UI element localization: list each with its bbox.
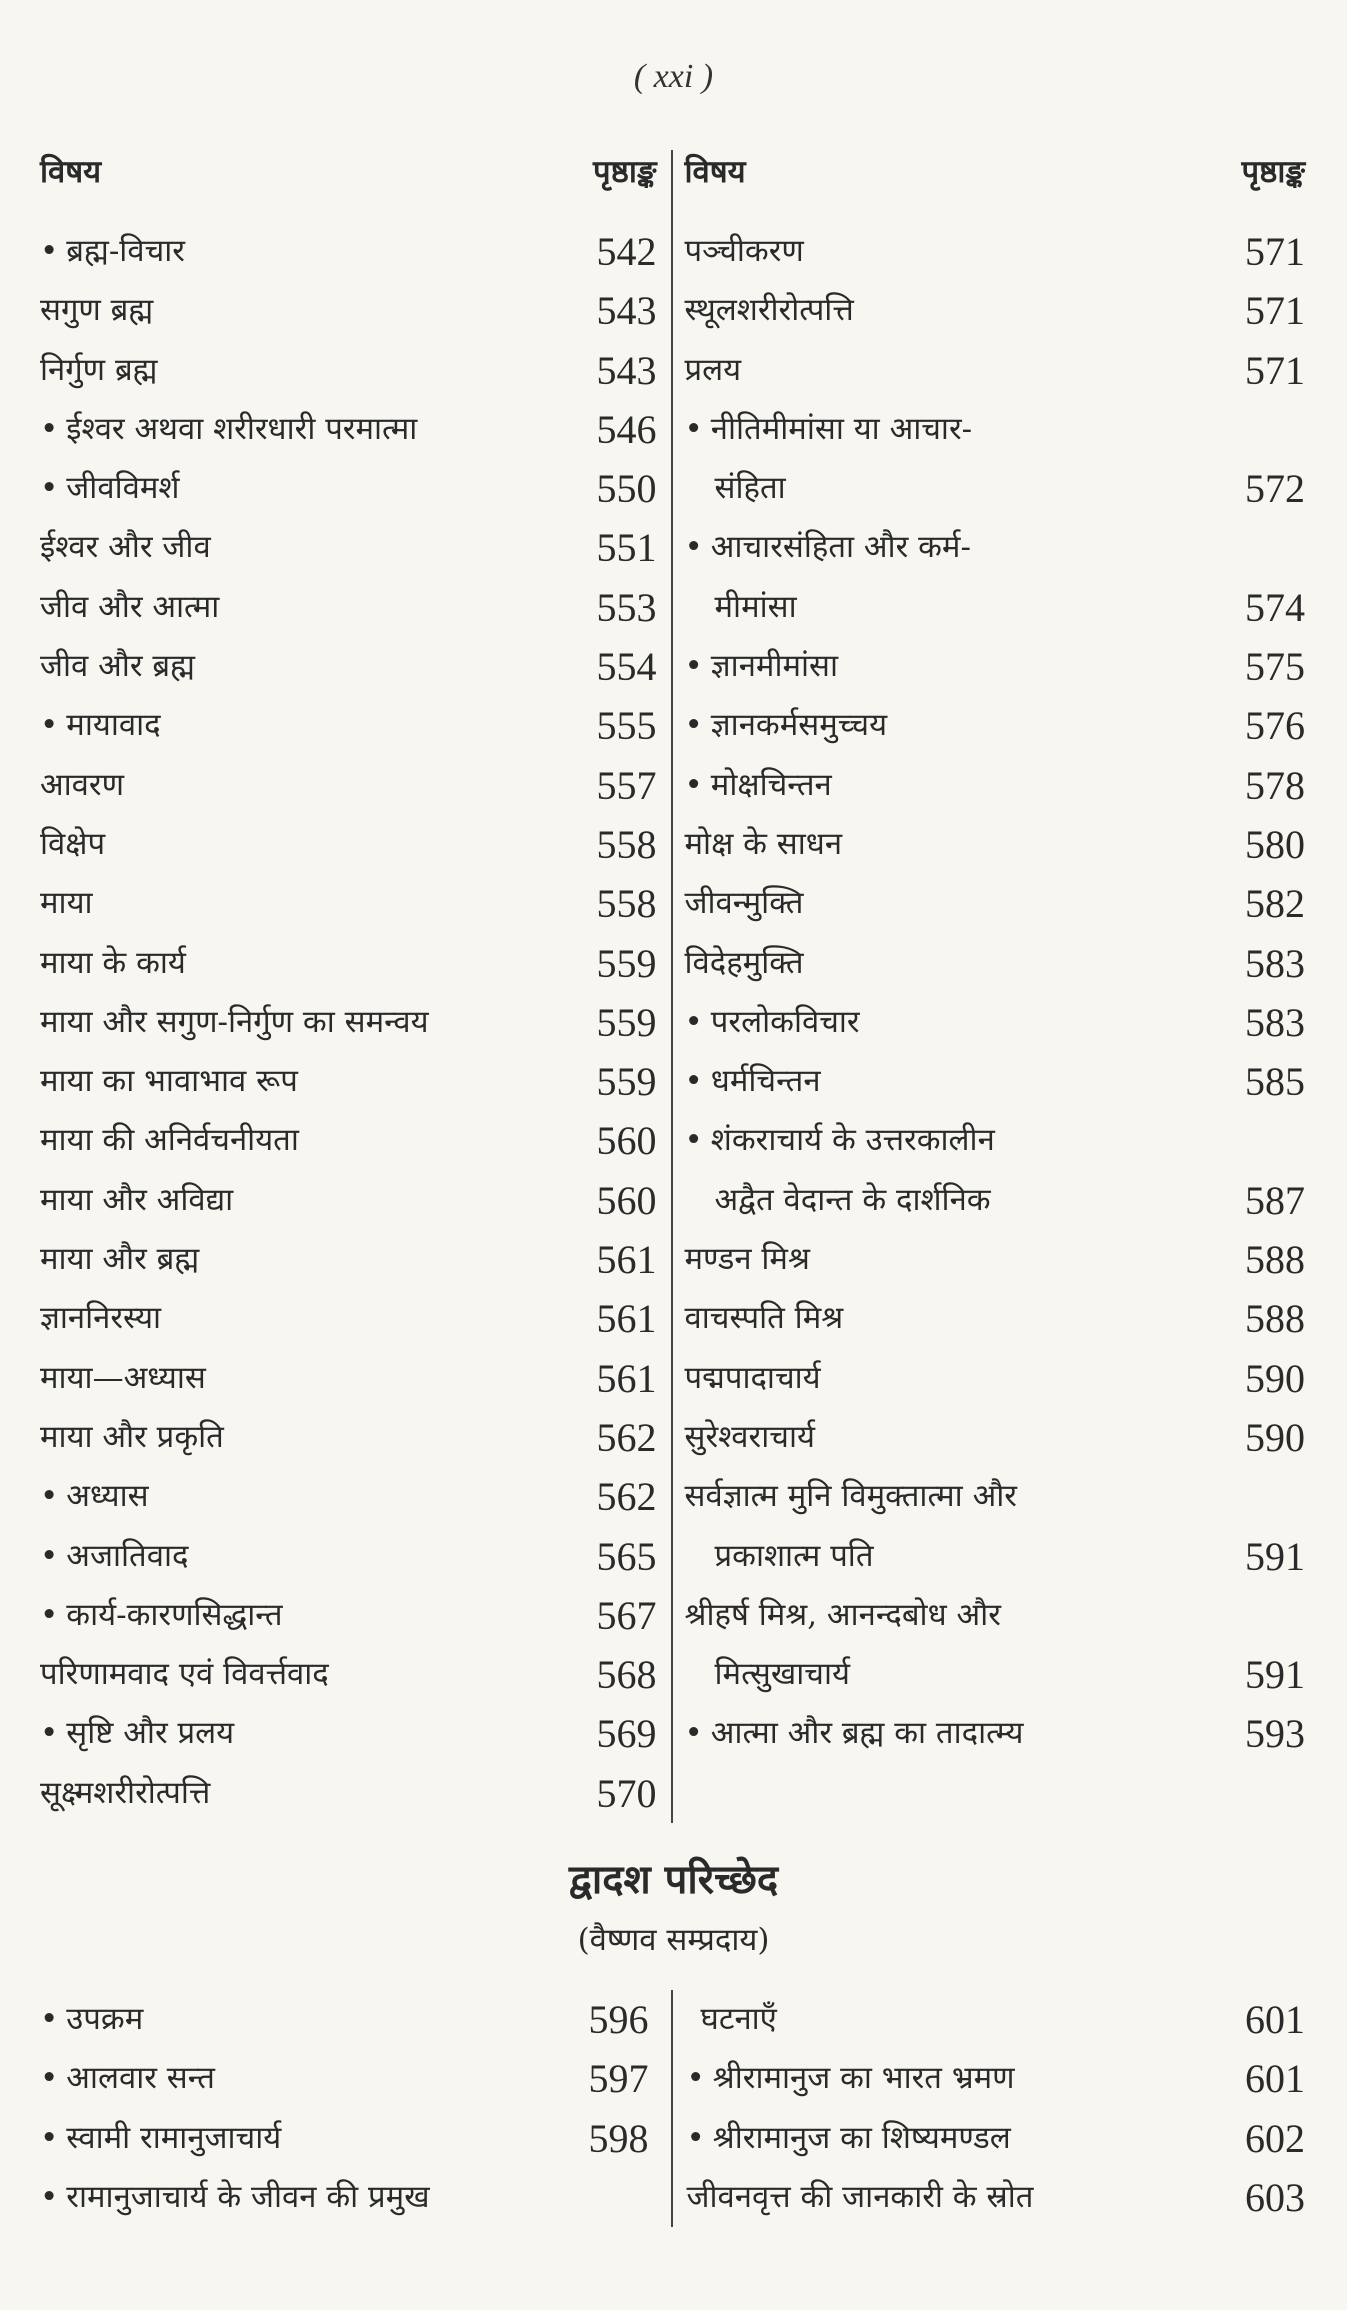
bullet-icon: • bbox=[40, 1715, 59, 1752]
entry-page-number: 565 bbox=[596, 1533, 657, 1579]
entry-title: सुरेश्वराचार्य bbox=[684, 1418, 815, 1455]
entry-page-number: 598 bbox=[588, 2115, 649, 2161]
entry-title: परलोकविचार bbox=[710, 1003, 860, 1040]
entry-page-number: 546 bbox=[596, 406, 657, 452]
entry-page-number: 601 bbox=[1245, 2056, 1305, 2102]
toc-entry bbox=[40, 1645, 657, 1704]
toc-entry bbox=[685, 1467, 1306, 1586]
entry-title: विक्षेप bbox=[40, 825, 106, 862]
toc-entry bbox=[40, 1408, 657, 1467]
bullet-icon: • bbox=[684, 1122, 703, 1159]
entry-title-continued: मीमांसा bbox=[714, 588, 797, 625]
toc-left-column bbox=[40, 150, 673, 1823]
entry-page-number: 587 bbox=[1245, 1177, 1305, 1223]
entry-page-number: 576 bbox=[1245, 703, 1305, 749]
bullet-icon: • bbox=[40, 2060, 59, 2097]
entry-title: वाचस्पति मिश्र bbox=[684, 1300, 844, 1337]
entry-title: श्रीरामानुज का भारत भ्रमण bbox=[712, 2060, 1015, 2097]
entry-title: सूक्ष्मशरीरोत्पत्ति bbox=[40, 1774, 211, 1811]
entry-title: जीव और ब्रह्म bbox=[40, 648, 195, 685]
chapter-subtitle: (वैष्णव सम्प्रदाय) bbox=[577, 1922, 770, 1958]
entry-page-number: 559 bbox=[596, 999, 657, 1045]
toc-entry bbox=[685, 993, 1306, 1052]
entry-title: ईश्वर अथवा शरीरधारी परमात्मा bbox=[66, 410, 418, 447]
entry-page-number: 593 bbox=[1245, 1711, 1305, 1757]
entry-title: आलवार सन्त bbox=[66, 2060, 215, 2097]
entry-title: अजातिवाद bbox=[66, 1537, 189, 1574]
entry-page-number: 571 bbox=[1245, 229, 1305, 274]
entry-title: विदेहमुक्ति bbox=[684, 944, 804, 981]
entry-title: आत्मा और ब्रह्म का तादात्म्य bbox=[710, 1715, 1024, 1752]
entry-title: जीवविमर्श bbox=[66, 470, 180, 507]
bullet-icon: • bbox=[686, 2119, 705, 2156]
entry-title: ब्रह्म-विचार bbox=[66, 233, 185, 269]
toc-entry bbox=[685, 222, 1306, 281]
toc-entry bbox=[685, 696, 1306, 755]
entry-page-number: 550 bbox=[596, 466, 657, 512]
toc-entry bbox=[40, 400, 657, 459]
entry-page-number: 572 bbox=[1245, 466, 1305, 512]
toc-entry bbox=[687, 1990, 1306, 2049]
toc-entry bbox=[40, 2049, 649, 2108]
entry-page-number: 597 bbox=[588, 2056, 649, 2102]
bullet-icon: • bbox=[684, 1003, 703, 1040]
entry-page-number: 583 bbox=[1245, 999, 1305, 1045]
column-header bbox=[685, 150, 1306, 222]
entry-page-number: 596 bbox=[588, 1997, 649, 2042]
entry-title: स्थूलशरीरोत्पत्ति bbox=[684, 292, 854, 329]
entry-title: सृष्टि और प्रलय bbox=[66, 1715, 235, 1752]
toc-entry bbox=[40, 1527, 657, 1586]
entry-page-number: 561 bbox=[596, 1237, 657, 1283]
entry-page-number: 560 bbox=[596, 1118, 657, 1164]
entry-title-continued: अद्वैत वेदान्त के दार्शनिक bbox=[714, 1181, 991, 1218]
toc-entry bbox=[40, 341, 657, 400]
entry-title-continued: संहिता bbox=[714, 470, 786, 507]
toc-entry bbox=[40, 1052, 657, 1111]
subject-header: विषय bbox=[40, 154, 102, 190]
bullet-icon: • bbox=[40, 1596, 59, 1633]
entry-page-number: 590 bbox=[1245, 1414, 1305, 1460]
entry-page-number: 571 bbox=[1245, 347, 1305, 393]
bullet-icon: • bbox=[40, 2001, 59, 2037]
bullet-icon: • bbox=[686, 2060, 705, 2097]
entry-title-continued: प्रकाशात्म पति bbox=[714, 1537, 874, 1574]
toc-entry bbox=[40, 1990, 649, 2049]
page-number: ( xxi ) bbox=[633, 58, 714, 95]
chapter-title: द्वादश परिच्छेद bbox=[568, 1856, 779, 1903]
entry-title: माया और प्रकृति bbox=[40, 1418, 224, 1455]
toc-entry bbox=[685, 1349, 1306, 1408]
bullet-icon: • bbox=[684, 766, 703, 803]
toc-entry bbox=[40, 1289, 657, 1348]
toc-entry bbox=[687, 2109, 1306, 2168]
toc-entry bbox=[685, 874, 1306, 933]
toc-entry bbox=[40, 518, 657, 577]
entry-page-number: 558 bbox=[596, 881, 657, 927]
toc-entry bbox=[685, 1052, 1306, 1111]
bullet-icon: • bbox=[40, 2119, 59, 2156]
entry-page-number: 553 bbox=[596, 584, 657, 630]
entry-page-number: 568 bbox=[596, 1652, 657, 1698]
entry-page-number: 559 bbox=[596, 1059, 657, 1105]
entry-page-number: 560 bbox=[596, 1177, 657, 1223]
entry-title: जीवन्मुक्ति bbox=[684, 885, 804, 922]
toc-entry bbox=[40, 2109, 649, 2168]
bullet-icon: • bbox=[684, 410, 703, 447]
toc-entry bbox=[685, 756, 1306, 815]
bullet-icon: • bbox=[684, 1715, 703, 1752]
entry-page-number: 551 bbox=[596, 525, 657, 571]
toc-entry bbox=[40, 1764, 657, 1823]
entry-title: माया की अनिर्वचनीयता bbox=[40, 1122, 299, 1159]
toc-right-column bbox=[673, 150, 1306, 1823]
entry-title: श्रीरामानुज का शिष्यमण्डल bbox=[712, 2119, 1011, 2156]
toc-entry bbox=[685, 518, 1306, 637]
entry-page-number: 569 bbox=[596, 1711, 657, 1757]
entry-title: रामानुजाचार्य के जीवन की प्रमुख bbox=[66, 2178, 430, 2215]
entry-title: जीव और आत्मा bbox=[40, 588, 220, 625]
entry-title: सगुण ब्रह्म bbox=[40, 292, 154, 329]
toc-entry bbox=[40, 1171, 657, 1230]
entry-page-number: 602 bbox=[1245, 2115, 1305, 2161]
entry-page-number: 590 bbox=[1245, 1355, 1305, 1401]
entry-title: आचारसंहिता और कर्म- bbox=[710, 529, 971, 566]
entry-title: माया के कार्य bbox=[40, 944, 186, 981]
toc-entry bbox=[40, 637, 657, 696]
toc-entry bbox=[40, 696, 657, 755]
entry-page-number: 591 bbox=[1245, 1652, 1305, 1698]
entry-title: माया bbox=[40, 885, 93, 922]
entry-title: ज्ञानकर्मसमुच्चय bbox=[710, 707, 888, 744]
entry-title: पद्मपादाचार्य bbox=[684, 1359, 821, 1396]
entry-title: कार्य-कारणसिद्धान्त bbox=[66, 1596, 283, 1633]
column-header bbox=[40, 150, 657, 222]
entry-title: प्रलय bbox=[684, 351, 742, 388]
toc-entry bbox=[685, 815, 1306, 874]
toc-entry bbox=[685, 1704, 1306, 1763]
bullet-icon: • bbox=[684, 707, 703, 744]
entry-title: घटनाएँ bbox=[700, 2001, 777, 2037]
page-header: पृष्ठाङ्क bbox=[1241, 154, 1305, 190]
entry-title: धर्मचिन्तन bbox=[710, 1063, 821, 1100]
entry-page-number: 570 bbox=[596, 1770, 657, 1816]
entry-page-number: 558 bbox=[596, 821, 657, 867]
toc-entry bbox=[685, 1289, 1306, 1348]
entry-page-number: 561 bbox=[596, 1296, 657, 1342]
toc-entry bbox=[685, 1230, 1306, 1289]
entry-title: ज्ञानमीमांसा bbox=[710, 648, 839, 685]
entry-page-number: 580 bbox=[1245, 821, 1305, 867]
entry-page-number: 591 bbox=[1245, 1533, 1305, 1579]
toc-entry bbox=[40, 1111, 657, 1170]
toc-entry bbox=[40, 874, 657, 933]
chapter-contents bbox=[40, 1990, 1305, 2227]
entry-title: जीवनवृत्त की जानकारी के स्रोत bbox=[686, 2178, 1034, 2215]
entry-title: पञ्चीकरण bbox=[684, 233, 804, 269]
entry-page-number: 557 bbox=[596, 762, 657, 808]
entry-title: मण्डन मिश्र bbox=[684, 1241, 810, 1278]
entry-page-number: 571 bbox=[1245, 288, 1305, 334]
subject-header: विषय bbox=[684, 154, 746, 190]
chapter-right-column bbox=[673, 1990, 1306, 2227]
entry-page-number: 559 bbox=[596, 940, 657, 986]
bullet-icon: • bbox=[684, 529, 703, 566]
entry-title: माया और सगुण-निर्गुण का समन्वय bbox=[40, 1003, 429, 1040]
table-of-contents bbox=[40, 150, 1305, 1823]
entry-page-number: 574 bbox=[1245, 584, 1305, 630]
entry-title: निर्गुण ब्रह्म bbox=[40, 351, 158, 388]
toc-entry bbox=[687, 2168, 1306, 2227]
entry-title: शंकराचार्य के उत्तरकालीन bbox=[710, 1122, 995, 1159]
toc-entry bbox=[40, 1586, 657, 1645]
entry-page-number: 601 bbox=[1245, 1997, 1305, 2042]
toc-entry bbox=[40, 934, 657, 993]
toc-entry bbox=[40, 281, 657, 340]
entry-page-number: 555 bbox=[596, 703, 657, 749]
entry-title: उपक्रम bbox=[66, 2001, 144, 2037]
bullet-icon: • bbox=[40, 233, 59, 269]
toc-entry bbox=[687, 2049, 1306, 2108]
toc-entry bbox=[40, 459, 657, 518]
toc-entry bbox=[40, 1349, 657, 1408]
entry-page-number: 554 bbox=[596, 644, 657, 690]
toc-entry bbox=[40, 2168, 649, 2227]
entry-title-continued: मित्सुखाचार्य bbox=[714, 1656, 850, 1693]
entry-page-number: 543 bbox=[596, 347, 657, 393]
chapter-left-column bbox=[40, 1990, 673, 2227]
page-header: पृष्ठाङ्क bbox=[592, 154, 657, 190]
toc-entry bbox=[40, 756, 657, 815]
bullet-icon: • bbox=[40, 707, 59, 744]
entry-page-number: 603 bbox=[1245, 2174, 1305, 2220]
entry-title: नीतिमीमांसा या आचार- bbox=[710, 410, 973, 447]
entry-page-number: 588 bbox=[1245, 1296, 1305, 1342]
toc-entry bbox=[685, 1408, 1306, 1467]
entry-page-number: 542 bbox=[596, 229, 657, 274]
bullet-icon: • bbox=[684, 648, 703, 685]
toc-entry bbox=[685, 1586, 1306, 1705]
bullet-icon: • bbox=[40, 1537, 59, 1574]
entry-title: अध्यास bbox=[66, 1478, 149, 1515]
entry-title: माया और ब्रह्म bbox=[40, 1241, 200, 1278]
bullet-icon: • bbox=[40, 410, 59, 447]
toc-entry bbox=[40, 815, 657, 874]
entry-title: मोक्ष के साधन bbox=[684, 825, 843, 862]
toc-entry bbox=[685, 637, 1306, 696]
entry-title: माया का भावाभाव रूप bbox=[40, 1063, 298, 1100]
entry-title: परिणामवाद एवं विवर्त्तवाद bbox=[40, 1656, 329, 1693]
entry-title: श्रीहर्ष मिश्र, आनन्दबोध और bbox=[684, 1596, 1001, 1633]
entry-title: माया—अध्यास bbox=[40, 1359, 206, 1396]
entry-title: माया और अविद्या bbox=[40, 1181, 234, 1218]
entry-title: आवरण bbox=[40, 766, 125, 803]
entry-title: मायावाद bbox=[66, 707, 161, 744]
bullet-icon: • bbox=[40, 1478, 59, 1515]
toc-entry bbox=[40, 1230, 657, 1289]
entry-page-number: 578 bbox=[1245, 762, 1305, 808]
entry-page-number: 562 bbox=[596, 1414, 657, 1460]
toc-entry bbox=[685, 341, 1306, 400]
toc-entry bbox=[685, 934, 1306, 993]
entry-page-number: 585 bbox=[1245, 1059, 1305, 1105]
entry-title: ईश्वर और जीव bbox=[40, 529, 211, 566]
entry-page-number: 562 bbox=[596, 1474, 657, 1520]
toc-entry bbox=[40, 222, 657, 281]
bullet-icon: • bbox=[40, 470, 59, 507]
entry-title: सर्वज्ञात्म मुनि विमुक्तात्मा और bbox=[684, 1478, 1017, 1515]
entry-page-number: 582 bbox=[1245, 881, 1305, 927]
toc-entry bbox=[685, 281, 1306, 340]
entry-page-number: 561 bbox=[596, 1355, 657, 1401]
toc-entry bbox=[685, 400, 1306, 519]
entry-page-number: 575 bbox=[1245, 644, 1305, 690]
bullet-icon: • bbox=[40, 2178, 59, 2215]
entry-title: ज्ञाननिरस्या bbox=[40, 1300, 162, 1337]
bullet-icon: • bbox=[684, 1063, 703, 1100]
entry-page-number: 543 bbox=[596, 288, 657, 334]
entry-page-number: 567 bbox=[596, 1592, 657, 1638]
toc-entry bbox=[685, 1111, 1306, 1230]
toc-entry bbox=[40, 578, 657, 637]
entry-page-number: 588 bbox=[1245, 1237, 1305, 1283]
entry-title: स्वामी रामानुजाचार्य bbox=[66, 2119, 282, 2156]
entry-page-number: 583 bbox=[1245, 940, 1305, 986]
toc-entry bbox=[40, 1704, 657, 1763]
entry-title: मोक्षचिन्तन bbox=[710, 766, 832, 803]
toc-entry bbox=[40, 993, 657, 1052]
toc-entry bbox=[40, 1467, 657, 1526]
